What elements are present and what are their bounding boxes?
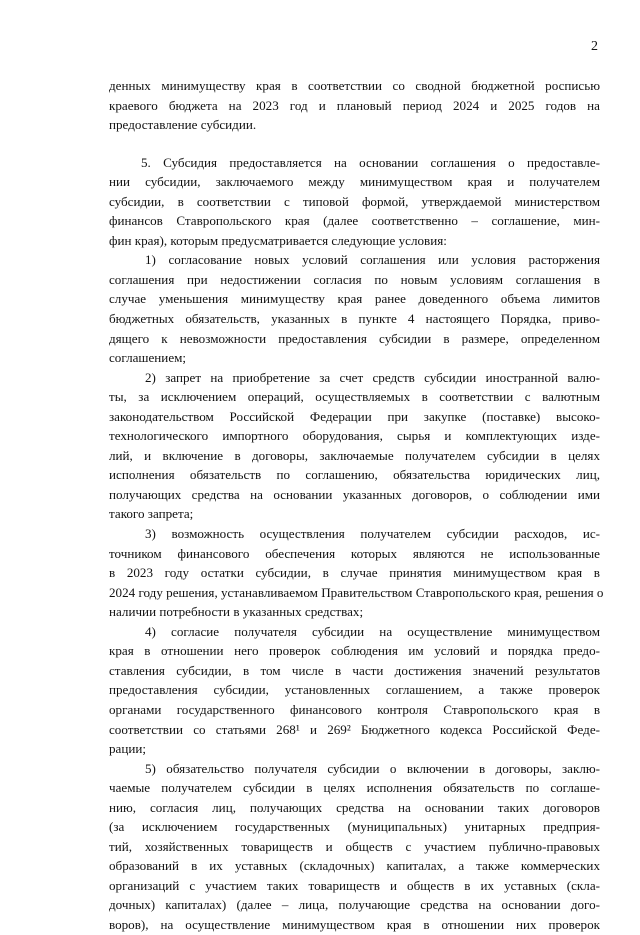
text-line: соответствии со статьями 268¹ и 269² Бюджетного кодекса Российской Феде-: [109, 721, 600, 737]
paragraph-item-3: [109, 524, 604, 622]
text-line: исполнения обязательств по соглашению, обязательства юридических лиц,: [109, 467, 600, 483]
text-line: наличии потребности в указанных средствах;: [109, 604, 364, 620]
text-line: тий, хозяйственных товариществ и обществ с участием публично-правовых: [109, 838, 600, 854]
text-line: субсидии, в соответствии с типовой формой, утверждаемой министерством: [109, 193, 600, 209]
text-line: соглашением;: [109, 350, 187, 366]
text-line: нии субсидии, заключаемого между минимуществом края и получателем: [109, 174, 600, 190]
text-line: краевого бюджета на 2023 год и плановый период 2024 и 2025 годов на: [109, 97, 600, 113]
text-line: предоставление субсидии.: [109, 117, 257, 133]
text-line: 3) возможность осуществления получателем субсидии расходов, ис-: [145, 526, 600, 542]
text-line: финансов Ставропольского края (далее соответственно – соглашение, мин-: [109, 213, 600, 229]
paragraph-item-5: [109, 759, 600, 935]
text-line: предоставления субсидии, установленных соглашением, а также проверок: [109, 682, 600, 698]
paragraph-intro-continuation: [109, 76, 600, 135]
text-line: нию, согласия лиц, получающих средства на основании таких договоров: [109, 799, 600, 815]
paragraph-5: [109, 153, 600, 251]
text-line: точником финансового обеспечения которых являются не использованные: [109, 545, 600, 561]
text-line: 2) запрет на приобретение за счет средств субсидии иностранной валю-: [145, 369, 600, 385]
text-line: в 2023 году остатки субсидии, в случае принятия минимуществом края в: [109, 565, 600, 581]
text-line: фин края), которым предусматривается следующие условия:: [109, 232, 447, 248]
text-line: образований в их уставных (складочных) капиталах, а также коммерческих: [109, 858, 600, 874]
paragraph-item-4: [109, 622, 600, 759]
text-line: технологического импортного оборудования, сырья и комплектующих изде-: [109, 428, 600, 444]
text-line: органами государственного финансового контроля Ставропольского края в: [109, 701, 600, 717]
text-line: лий, и включение в договоры, заключаемые получателем субсидии в целях: [109, 447, 600, 463]
text-line: соглашения при недостижении согласия по новым условиям соглашения в: [109, 271, 600, 287]
text-line: 2024 году решения, устанавливаемом Правительством Ставропольского края, решения о: [109, 584, 604, 600]
text-line: 5. Субсидия предоставляется на основании соглашения о предоставле-: [141, 154, 600, 170]
text-line: ты, за исключением операций, осуществляемых в соответствии с валютным: [109, 389, 600, 405]
text-line: чаемые получателем субсидии в целях исполнения обязательств по соглаше-: [109, 780, 600, 796]
paragraph-item-2: [109, 368, 600, 524]
text-line: получающих средства на основании указанных договоров, о соблюдении ими: [109, 486, 600, 502]
text-line: дящего к невозможности предоставления субсидии в размере, определенном: [109, 330, 600, 346]
text-line: такого запрета;: [109, 506, 194, 522]
text-line: ставления субсидии, в том числе в части достижения значений результатов: [109, 662, 600, 678]
paragraph-gap: [109, 135, 600, 153]
document-body: [109, 76, 604, 935]
text-line: случае уменьшения минимуществу края ранее доведенного объема лимитов: [109, 291, 600, 307]
text-line: денных минимуществу края в соответствии со сводной бюджетной росписью: [109, 78, 600, 93]
text-line: рации;: [109, 741, 147, 757]
text-line: (за исключением государственных (муниципальных) унитарных предприя-: [109, 819, 600, 835]
text-line: 5) обязательство получателя субсидии о включении в договоры, заклю-: [145, 760, 600, 776]
page-number: 2: [591, 39, 598, 54]
text-line: законодательством Российской Федерации при закупке (поставке) высоко-: [109, 408, 600, 424]
text-line: 4) согласие получателя субсидии на осуществление минимуществом: [145, 623, 600, 639]
text-line: организаций с участием таких товариществ и обществ в их уставных (скла-: [109, 877, 600, 893]
text-line: 1) согласование новых условий соглашения или условия расторжения: [145, 252, 600, 268]
text-line: воров), на осуществление минимуществом края в отношении них проверок: [109, 916, 600, 932]
text-line: края в отношении него проверок соблюдения им условий и порядка предо-: [109, 643, 600, 659]
paragraph-item-1: [109, 250, 600, 367]
text-line: бюджетных обязательств, указанных в пункте 4 настоящего Порядка, приво-: [109, 311, 600, 327]
text-line: дочных) капиталах) (далее – лица, получающие средства на основании дого-: [109, 897, 600, 913]
